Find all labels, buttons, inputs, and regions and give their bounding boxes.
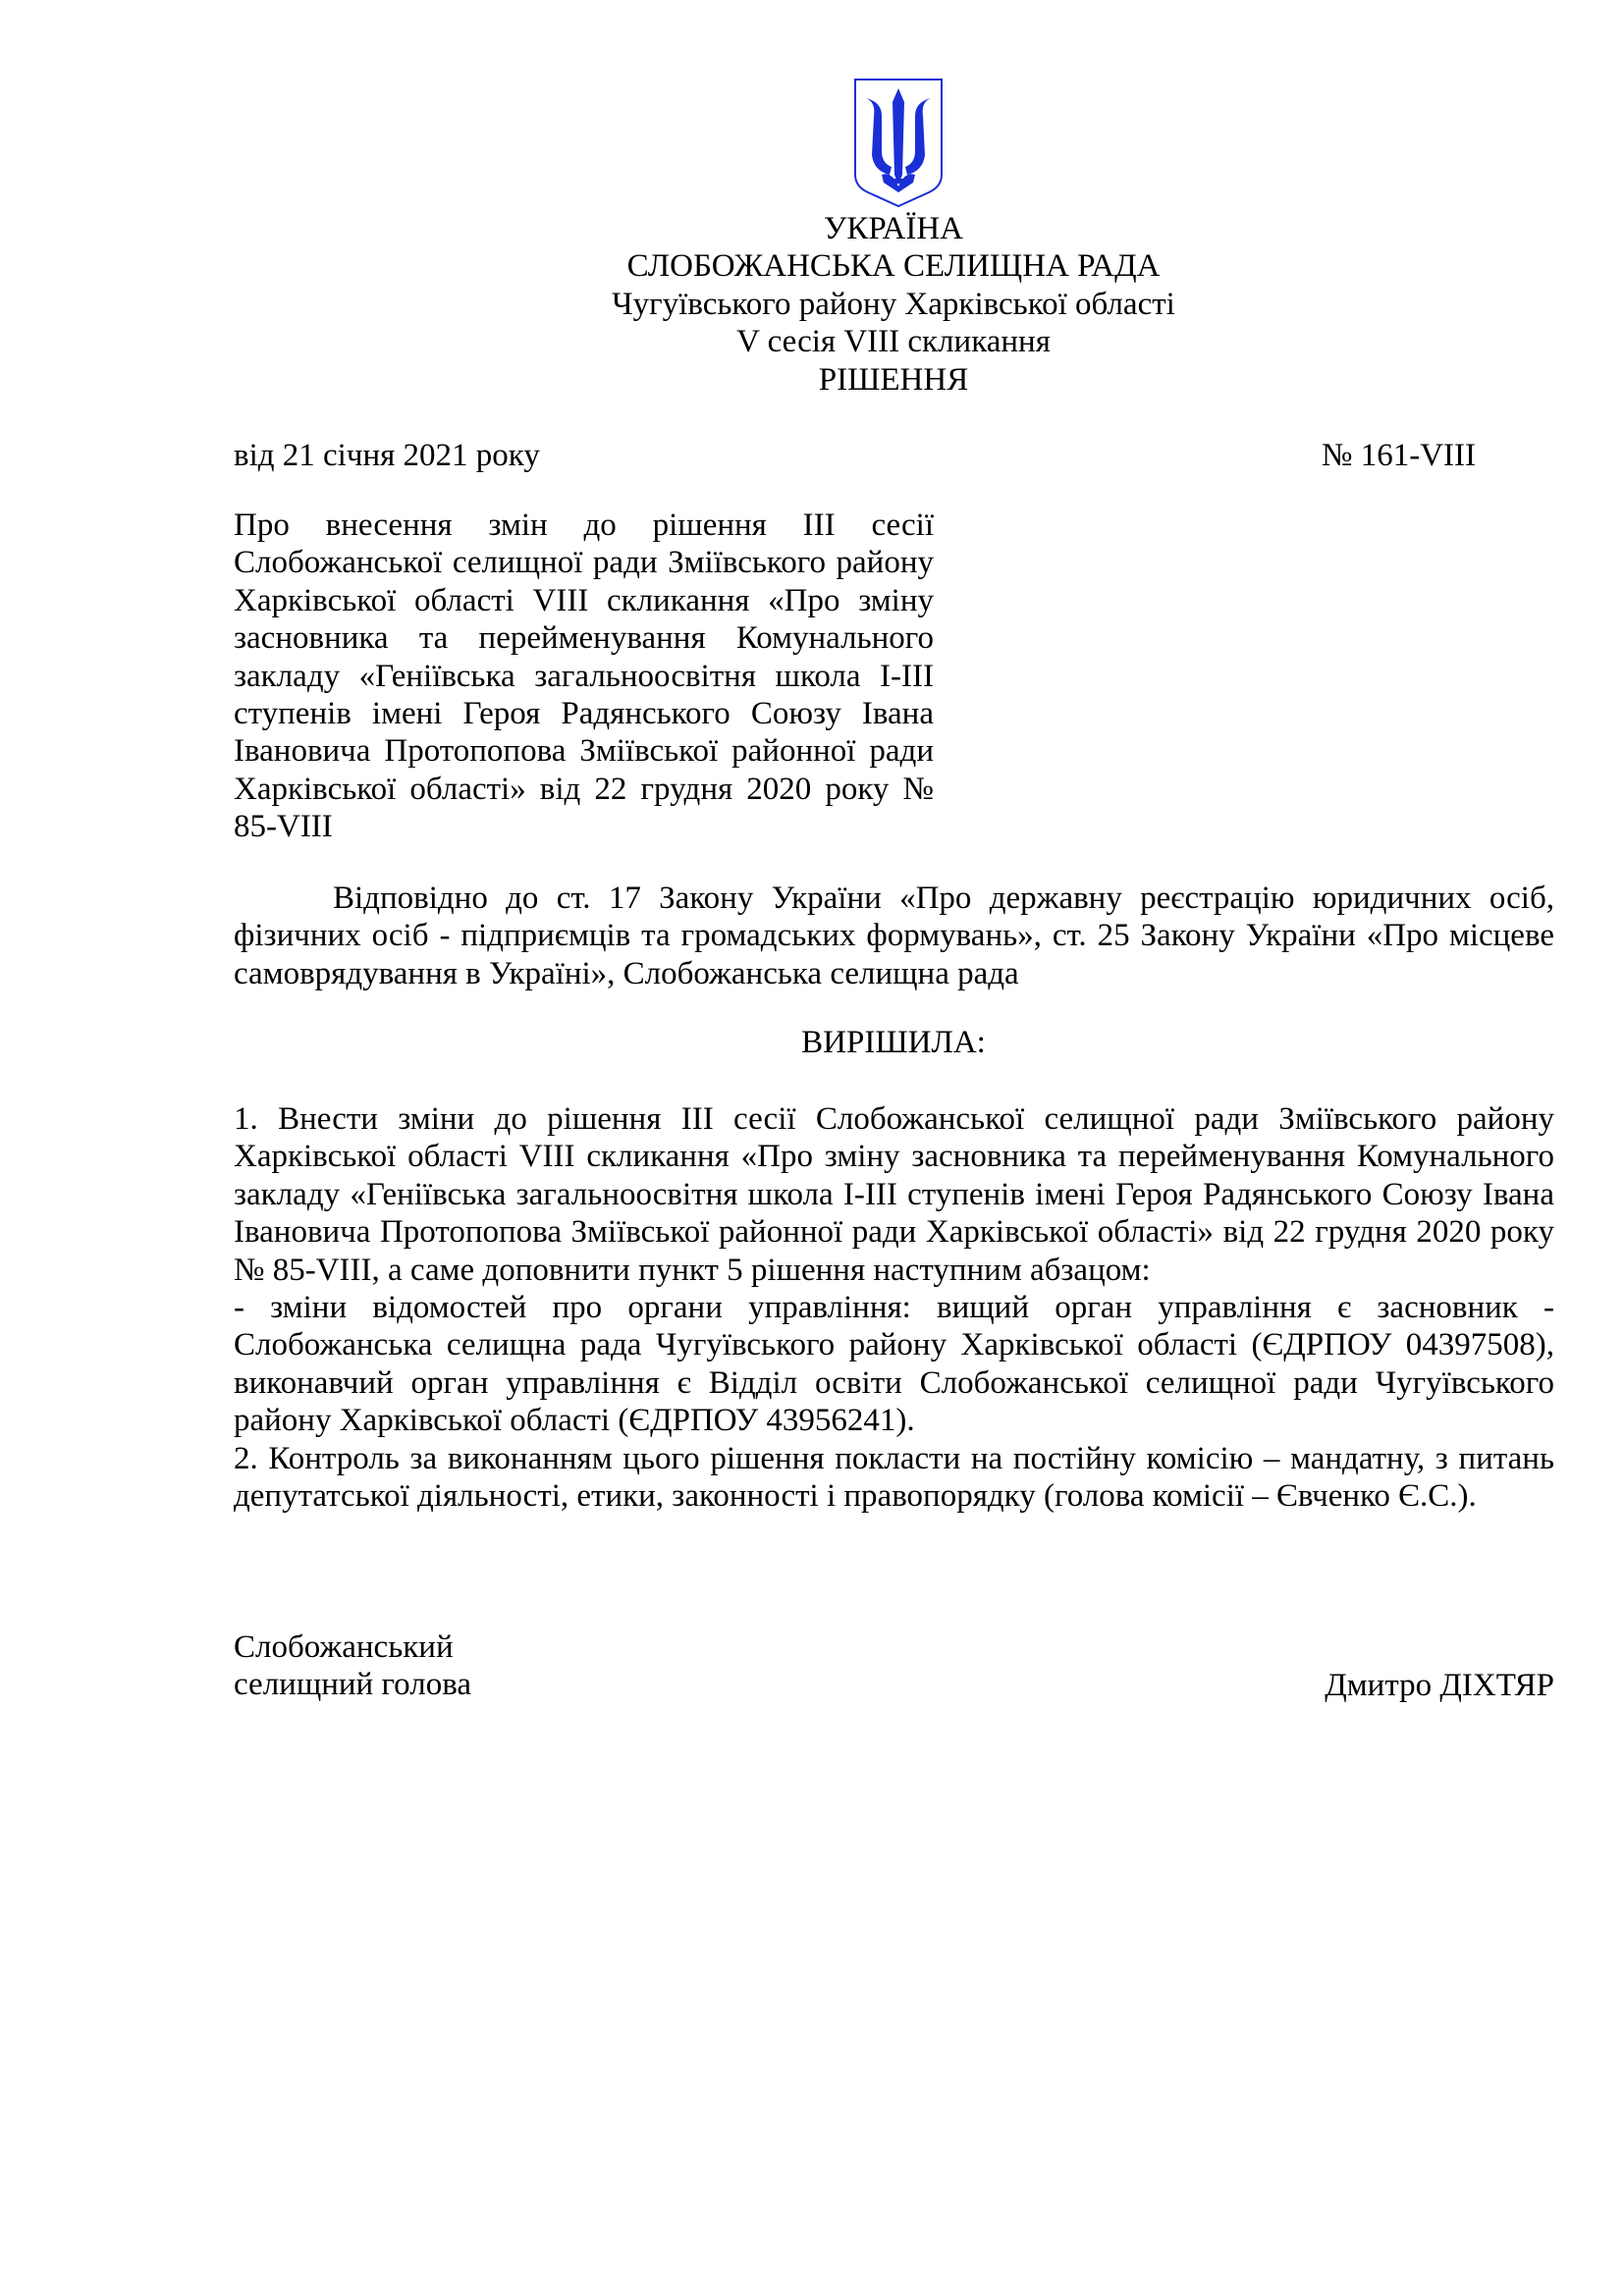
subject-line: Слобожанської селищної ради Зміївського району bbox=[234, 545, 934, 581]
subject-line: Харківської області VIII скликання «Про зміну bbox=[234, 582, 934, 618]
country-heading: УКРАЇНА bbox=[824, 211, 963, 246]
decision-item-line: Слобожанська селищна рада Чугуївського району Харківської області (ЄДРПОУ 04397508), bbox=[234, 1327, 1554, 1363]
document-header bbox=[517, 210, 1270, 399]
subject-line: Харківської області» від 22 грудня 2020 року № bbox=[234, 771, 934, 807]
decision-item-line: виконавчий орган управління є Відділ освіти Слобожанської селищної ради Чугуївського bbox=[234, 1364, 1554, 1401]
signature-title-line: селищний голова bbox=[234, 1667, 472, 1703]
subject-line: закладу «Геніївська загальноосвітня школа I-III bbox=[234, 658, 934, 694]
decision-date: від 21 січня 2021 року bbox=[234, 438, 540, 473]
decision-item-line: району Харківської області (ЄДРПОУ 43956241). bbox=[234, 1403, 915, 1439]
session-info: V сесія VIII скликання bbox=[736, 324, 1051, 360]
subject-line: 85-VIII bbox=[234, 809, 333, 845]
coat-of-arms-icon bbox=[852, 77, 945, 208]
signature-title-line: Слобожанський bbox=[234, 1629, 454, 1665]
decision-items bbox=[234, 1100, 1554, 1515]
decided-heading: ВИРІШИЛА: bbox=[801, 1025, 986, 1060]
subject-line: Івановича Протопопова Зміївської районної ради bbox=[234, 733, 934, 770]
decision-subject bbox=[234, 507, 934, 846]
decision-item-line: 1. Внести зміни до рішення ІІІ сесії Слобожанської селищної ради Зміївського району bbox=[234, 1101, 1554, 1137]
decision-item bbox=[234, 1289, 1554, 1440]
preamble-line: фізичних осіб - підприємців та громадських формувань», ст. 25 Закону України «Про місцеве bbox=[234, 918, 1554, 954]
decision-item bbox=[234, 1100, 1554, 1289]
district-name: Чугуївського району Харківської області bbox=[612, 286, 1175, 322]
decision-item-line: закладу «Геніївська загальноосвітня школа I-III ступенів імені Героя Радянського Союзу Івана bbox=[234, 1176, 1554, 1212]
decision-item-line: Харківської області VIII скликання «Про зміну засновника та перейменування Комунального bbox=[234, 1139, 1554, 1175]
decision-item-line: депутатської діяльності, етики, законності і правопорядку (голова комісії – Євченко Є.С.). bbox=[234, 1477, 1477, 1514]
date-number-row bbox=[234, 437, 1476, 474]
preamble-paragraph bbox=[234, 880, 1554, 992]
subject-line: Про внесення змін до рішення ІІІ сесії bbox=[234, 507, 934, 543]
decision-number: № 161-VIII bbox=[1321, 438, 1476, 473]
preamble-line: Відповідно до ст. 17 Закону України «Про державну реєстрацію юридичних осіб, bbox=[333, 881, 1554, 916]
subject-line: засновника та перейменування Комунального bbox=[234, 620, 934, 657]
subject-line: ступенів імені Героя Радянського Союзу Івана bbox=[234, 695, 934, 731]
decision-item-line: № 85-VIII, а саме доповнити пункт 5 рішення наступним абзацом: bbox=[234, 1252, 1151, 1288]
preamble-line: самоврядування в Україні», Слобожанська селищна рада bbox=[234, 955, 1019, 991]
signature-title bbox=[234, 1629, 471, 1704]
decision-item-line: Івановича Протопопова Зміївської районної ради Харківської області» від 22 грудня 2020 року bbox=[234, 1214, 1554, 1251]
decision-item bbox=[234, 1440, 1554, 1516]
council-name: СЛОБОЖАНСЬКА СЕЛИЩНА РАДА bbox=[626, 248, 1161, 285]
decision-item-line: 2. Контроль за виконанням цього рішення покласти на постійну комісію – мандатну, з питань bbox=[234, 1440, 1554, 1476]
decision-item-line: - зміни відомостей про органи управління: вищий орган управління є засновник - bbox=[234, 1289, 1554, 1325]
signatory-name: Дмитро ДІХТЯР bbox=[1325, 1668, 1554, 1703]
document-type: РІШЕННЯ bbox=[818, 361, 969, 398]
